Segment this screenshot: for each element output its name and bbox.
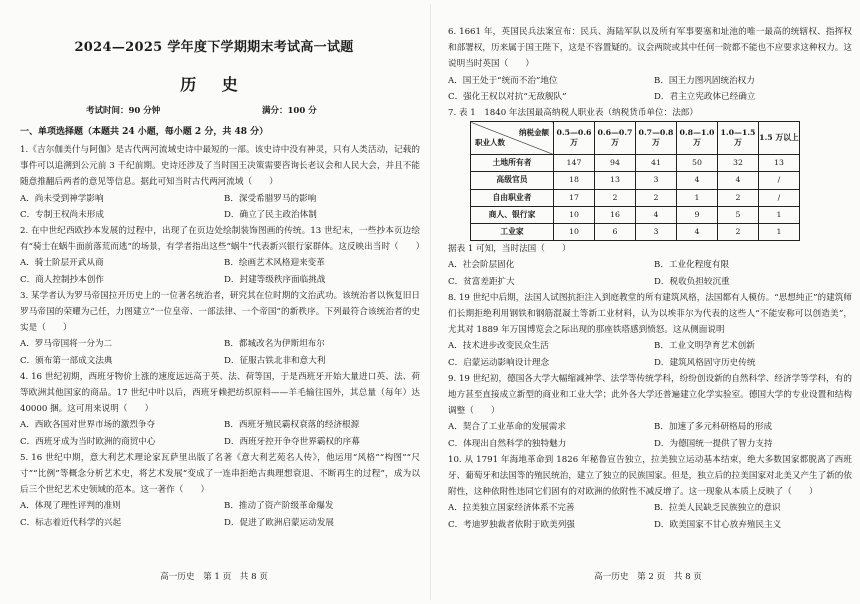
option-c[interactable]: C．强化王权以对抗“无敌舰队” [448,91,567,102]
table-cell: 2 [595,189,636,206]
subject-title: 历 史 [180,75,248,94]
question-stem: 2. 在中世纪西欧抄本发展的过程中，出现了在页边处绘制装饰图画的传统。13 世纪末，一些抄本页边绘有“骑士在蜗牛面前落荒而逃”的场景，有学者指出这些“蜗牛”代表新兴银行家群体。这反映出当时（ ） [20,226,425,253]
option-b[interactable]: B．西班牙殖民霸权衰落的经济根源 [224,420,360,431]
column-header: 1.5 万以上 [759,122,800,155]
question-stem: 4. 16 世纪初期，西班牙物价上涨的速度远远高于英、法、荷等国，于是西班牙开始大量进口英、法、荷等欧洲其他国家的商品。17 世纪中叶以后，西班牙赖把纺织原料——羊毛输往国外，其总量（每年）达 40000 捆。这可用来说明（ ） [20,371,420,415]
option-b[interactable]: B．都城改名为伊斯坦布尔 [224,339,325,350]
column-header: 1.0—1.5 万 [718,122,759,155]
table-cell: 4 [677,224,718,241]
section-heading: 一、单项选择题（本题共 24 小题，每小题 2 分，共 48 分） [20,127,269,137]
question-7 [448,105,852,290]
table-row [471,189,800,206]
left-questions [20,142,425,531]
option-d[interactable]: D．欧美国家不甘心放弃殖民主义 [654,519,782,530]
table-cell: 1 [759,206,800,223]
row-label: 自由职业者 [471,189,554,206]
exam-score: 满分：100 分 [262,106,317,116]
table-cell: 10 [554,206,595,223]
option-c[interactable]: C．西班牙成为当时欧洲的商贸中心 [20,436,156,447]
taxpayer-table [470,121,800,241]
table-cell: 16 [595,206,636,223]
question-stem: 9. 19 世纪初，德国各大学大幅缩减神学、法学等传统学科，纷纷创设新的自然科学、经济学等学科，有的地方甚至直接成立新型的商业和工业大学；此外各大学还普遍建立化学实验室。德国大学的专业设置和结构调整（ ） [448,373,852,417]
table-corner-cell [471,122,554,155]
exam-time: 考试时间：90 分钟 [86,106,161,116]
table-cell: / [759,172,800,189]
option-c[interactable]: C．标志着近代科学的兴起 [20,517,122,528]
option-c[interactable]: C．体现出自然科学的独特魅力 [448,438,567,449]
table-row [471,172,800,189]
table-cell: 4 [718,172,759,189]
table-cell: 10 [554,224,595,241]
table-cell: 2 [718,189,759,206]
option-b[interactable]: B．推动了资产阶级革命爆发 [224,501,334,512]
table-cell: 17 [554,189,595,206]
column-header: 0.6—0.7 万 [595,122,636,155]
option-d[interactable]: D．确立了民主政治体制 [224,209,317,220]
corner-top-label: 纳税金额 [519,128,549,138]
column-header: 0.7—0.8 万 [636,122,677,155]
option-b[interactable]: B．加速了多元科研格局的形成 [654,422,773,433]
table-cell: 2 [636,189,677,206]
option-a[interactable]: A．骑士阶层开武从商 [20,258,104,269]
option-a[interactable]: A．技术进步改变民众生活 [448,341,549,352]
question-stem: 6. 1661 年，英国民兵法案宣布：民兵、海陆军队以及所有军事要塞和址池的唯一最高的统辖权、指挥权和部署权，历来属于国王陛下，这是不容置疑的。议会两院或其中任何一院都不能也不应要求这种权力。这说明当时英国（ ） [448,27,852,70]
table-row [471,206,800,223]
table-cell: 3 [636,172,677,189]
table-cell: 50 [677,155,718,172]
option-c[interactable]: C．商人控制抄本创作 [20,274,104,285]
exam-title: 2024—2025 学年度下学期期末考试高一试题 [74,40,354,55]
table-cell: 9 [677,206,718,223]
option-a[interactable]: A．契合了工业革命的发展需求 [448,422,566,433]
option-d[interactable]: D．征服古铁北非和意大利 [224,355,326,366]
question-1 [20,142,420,223]
table-cell: / [759,189,800,206]
option-c[interactable]: C．贫富差距扩大 [448,276,515,287]
table-cell: 41 [636,155,677,172]
question-6 [448,24,852,105]
exam-meta [86,104,366,116]
question-10 [448,452,852,533]
question-stem: 3. 某学者认为罗马帝国拉开历史上的一位著名统治者，研究其在位时期的文治武功。该统治者以恢复旧日罗马帝国的荣耀为己任，力图建立“一位皇帝、一部法律、一个帝国”的新秩序。下列最符合该统治者的史实是（ ） [20,290,420,334]
left-page [6,0,425,604]
option-d[interactable]: D．促进了欧洲启蒙运动发展 [224,517,335,528]
question-4 [20,369,420,450]
row-label: 高级官员 [471,172,554,189]
table-cell: 147 [554,155,595,172]
option-c[interactable]: C．考迪罗独裁者依附于欧美列强 [448,519,575,530]
row-label: 商人、银行家 [471,206,554,223]
page-divider [430,4,431,600]
option-d[interactable]: D．税收负担较沉重 [654,276,730,287]
question-prompt: 据表 1 可知，当时法国（ ） [448,244,571,255]
option-a[interactable]: A．体现了理性评判的准则 [20,501,121,512]
table-cell: 94 [595,155,636,172]
question-stem: 8. 19 世纪中后期，法国人试图抗拒注入到庭教堂的所有建筑风格，法国都有人模仿。“思想纯正”的建筑师们长期拒绝利用钢铁和钢筋混凝土等新工业材料，认为以埃菲尔为代表的这些人“不能安称可以创造美”，尤其对 1889 年万国博览会之际出现的那座铁塔感到愤怒。这从侧面说明 [448,292,852,336]
option-c[interactable]: C．启蒙运动影响设计理念 [448,357,550,368]
table-cell: 5 [718,206,759,223]
column-header: 0.5—0.6 万 [554,122,595,155]
option-b[interactable]: B．拉美人民缺乏民族独立的意识 [654,503,781,514]
option-b[interactable]: B．工业文明孕育艺术创新 [654,341,755,352]
table-cell: 18 [554,172,595,189]
right-page [440,0,856,604]
option-d[interactable]: D．封建等级秩序面临挑战 [224,274,326,285]
table-row [471,224,800,241]
table-cell: 2 [718,224,759,241]
option-a[interactable]: A．西欧各国对世界市场的激烈争夺 [20,420,156,431]
row-label: 土地所有者 [471,155,554,172]
option-a[interactable]: A．社会阶层固化 [448,260,515,271]
table-cell: 6 [595,224,636,241]
option-d[interactable]: D．西班牙控开争夺世界霸权的序幕 [224,436,360,447]
option-b[interactable]: B．国王力图巩固统治权力 [654,75,755,86]
option-b[interactable]: B．工业化程度有限 [654,260,730,271]
option-a[interactable]: A．国王处于“统而不治”地位 [448,75,558,86]
page-footer: 高一历史 第 1 页 共 8 页 [160,572,268,582]
table-cell: 3 [636,224,677,241]
table-cell: 1 [759,224,800,241]
right-questions [448,24,852,533]
option-a[interactable]: A．罗马帝国将一分为二 [20,339,113,350]
option-d[interactable]: D．君主立宪政体已经确立 [654,91,756,102]
option-d[interactable]: D．为德国统一提供了智力支持 [654,438,773,449]
column-header: 0.8—1.0 万 [677,122,718,155]
question-9 [448,371,852,452]
table-cell: 4 [677,172,718,189]
question-stem: 10. 从 1791 年海地革命到 1826 年秘鲁宣告独立，拉美独立运动基本结束，绝大多数国家都脱离了西班牙、葡萄牙和法国等的殖民统治，建立了独立的民族国家。但是，独立后的拉美国家对北美又产生了新的依附性，这种依附性违同它们固有的对欧洲的依附性不减反增了。这一现象从本质上反映了（ ） [448,454,852,498]
corner-bottom-label: 职业人数 [475,138,505,148]
option-b[interactable]: B．深受希腊罗马的影响 [224,193,317,204]
table-header-row [471,122,800,155]
question-3 [20,288,420,369]
question-stem: 7. 表 1 1840 年法国最高纳税人职业表（纳税货币单位：法郎） [448,108,698,119]
table-cell: 4 [636,206,677,223]
option-c[interactable]: C．专制王权尚未形成 [20,209,104,220]
table-cell: 13 [759,155,800,172]
option-c[interactable]: C．颁布第一部成文法典 [20,355,113,366]
table-cell: 13 [595,172,636,189]
row-label: 工业家 [471,224,554,241]
question-stem: 1.《吉尔伽美什与阿伽》是古代两河流域史诗中最短的一部。该史诗中没有神灵，只有人类活动，记载的事件可以追溯到公元前 3 千纪前期。史诗还涉及了当时国王决策需要咨询长老议会和人民大会，并且不能随意推翻后两者的意见等信息。据此可知当时古代两河流域（ ） [20,145,420,188]
option-d[interactable]: D．建筑风格固守历史传统 [654,357,756,368]
question-8 [448,290,852,371]
question-stem: 5. 16 世纪中期，意大利艺术理论家瓦萨里出版了名著《意大利艺苑名人传》，他运用“风格”“构图”“尺寸”“比例”等概念分析艺术史，将艺术发展“变成了一连串拒绝古典理想衰退、不断再生的过程”，成为以后三个世纪艺术史领域的范本。这一著作（ ） [20,452,420,496]
table-cell: 1 [677,189,718,206]
option-a[interactable]: A．拉美独立国家经济体系不完善 [448,503,575,514]
table-row [471,155,800,172]
page-footer: 高一历史 第 2 页 共 8 页 [594,572,702,582]
option-a[interactable]: A．尚未受到神学影响 [20,193,104,204]
option-b[interactable]: B．绘画艺术风格迎来变革 [224,258,325,269]
question-5 [20,450,420,531]
question-2 [20,223,425,288]
table-cell: 32 [718,155,759,172]
